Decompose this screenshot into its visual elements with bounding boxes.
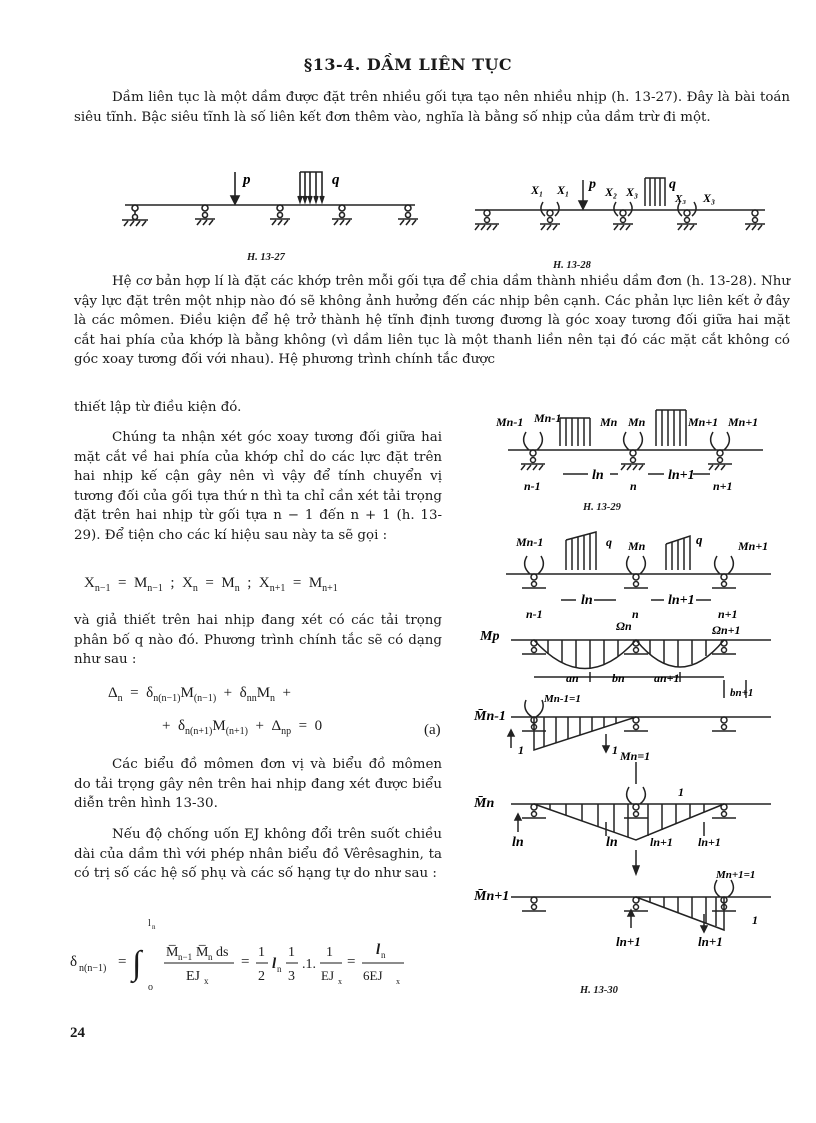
- svg-text:Ωn+1: Ωn+1: [712, 623, 741, 637]
- paragraph-intro: Dầm liên tục là một dầm được đặt trên nhiều gối tựa tạo nên nhiều nhịp (h. 13-27). Đây là bài toán siêu tĩnh. Bậc siêu tĩnh là số liên kết đơn thêm vào, nghĩa là bằng số nhịp của dầm trừ đi một.: [74, 90, 790, 125]
- svg-text:ln: ln: [592, 468, 604, 483]
- svg-text:n+1: n+1: [718, 607, 738, 621]
- svg-text:n−1: n−1: [178, 952, 193, 962]
- svg-text:Mn+1=1: Mn+1=1: [716, 869, 756, 881]
- svg-text:p: p: [589, 177, 596, 192]
- svg-text:q: q: [696, 532, 703, 547]
- svg-text:n: n: [152, 923, 156, 931]
- svg-text:Mn+1: Mn+1: [738, 539, 769, 553]
- svg-text:X₃: X₃: [675, 193, 687, 205]
- svg-text:Mn: Mn: [628, 415, 646, 429]
- svg-text:6EJ: 6EJ: [363, 968, 383, 983]
- svg-text:Mn=1: Mn=1: [620, 749, 651, 763]
- svg-text:Mn-1: Mn-1: [516, 535, 544, 549]
- svg-text:M̄n+1: M̄n+1: [474, 889, 510, 904]
- svg-text:Mn: Mn: [600, 415, 618, 429]
- svg-text:∫: ∫: [132, 945, 142, 982]
- figure-13-28: [465, 172, 775, 247]
- svg-text:Mp: Mp: [480, 629, 500, 644]
- caption-13-28: H. 13-28: [553, 260, 591, 271]
- svg-text:l: l: [272, 956, 277, 972]
- svg-text:2: 2: [258, 969, 265, 984]
- svg-text:x: x: [204, 976, 209, 986]
- svg-text:=: =: [347, 954, 356, 970]
- svg-text:l: l: [376, 942, 381, 958]
- paragraph-basic-system-end: thiết lập từ điều kiện đó.: [74, 400, 242, 415]
- svg-text:ln+1: ln+1: [616, 934, 641, 949]
- svg-text:x: x: [338, 977, 342, 986]
- pin-support: [122, 205, 148, 220]
- svg-text:ln+1: ln+1: [698, 934, 723, 949]
- caption-13-27: H. 13-27: [247, 252, 285, 263]
- svg-text:ln+1: ln+1: [698, 835, 721, 849]
- svg-text:=: =: [241, 954, 250, 970]
- svg-text:=: =: [118, 954, 127, 970]
- svg-text:ln+1: ln+1: [668, 593, 695, 608]
- paragraph-load-assumption: và giả thiết trên hai nhịp đang xét có các tải trọng phân bố q nào đó. Phương trình chính tắc sẽ có dạng như sau :: [74, 613, 442, 668]
- svg-text:n(n−1): n(n−1): [79, 963, 107, 974]
- svg-text:n: n: [208, 952, 213, 962]
- svg-text:n: n: [381, 950, 386, 960]
- svg-text:M̅: M̅: [196, 945, 209, 960]
- svg-text:an+1: an+1: [654, 671, 680, 685]
- svg-text:ln+1: ln+1: [650, 835, 673, 849]
- svg-text:x: x: [396, 977, 400, 986]
- svg-text:M̄n: M̄n: [474, 796, 495, 811]
- svg-text:Mn+1: Mn+1: [728, 415, 759, 429]
- figure-13-30: [466, 522, 786, 962]
- svg-text:Mn-1=1: Mn-1=1: [544, 693, 581, 705]
- svg-text:1: 1: [518, 743, 524, 757]
- svg-text:1: 1: [326, 945, 333, 960]
- svg-text:ds: ds: [216, 945, 229, 960]
- svg-text:EJ: EJ: [321, 968, 334, 983]
- svg-text:Mn+1: Mn+1: [688, 415, 719, 429]
- svg-text:n-1: n-1: [524, 479, 541, 493]
- svg-text:X₂: X₂: [605, 185, 618, 199]
- figure-13-27: [110, 160, 430, 235]
- svg-text:bn: bn: [612, 671, 625, 685]
- svg-text:n+1: n+1: [713, 479, 733, 493]
- svg-text:q: q: [669, 177, 676, 192]
- svg-text:ln+1: ln+1: [668, 468, 695, 483]
- svg-text:X₃: X₃: [703, 191, 716, 205]
- svg-text:ln: ln: [512, 835, 524, 850]
- svg-text:Mn-1: Mn-1: [496, 415, 524, 429]
- page-number: 24: [70, 1025, 85, 1041]
- svg-text:o: o: [148, 982, 153, 993]
- svg-text:Ωn: Ωn: [616, 619, 632, 633]
- equation-canonical-line2: + $\delta_{n(n+1)}M_{(n+1)} + \Delta_{np} = 0$: [162, 718, 323, 737]
- svg-text:ln: ln: [581, 593, 593, 608]
- svg-text:ln: ln: [606, 835, 618, 850]
- svg-text:Mn-1: Mn-1: [534, 411, 562, 425]
- svg-text:an: an: [566, 671, 579, 685]
- paragraph-relative-rotation: Chúng ta nhận xét góc xoay tương đối giữa hai mặt cắt về hai phía của khớp chỉ do các lực đặt trên hai nhịp kế cận gây nên vì vậy để tính chuyển vị tương đối của gối tựa thứ n thì ta chỉ cần xét tải trọng đặt trên hai nhịp từ gối tựa n − 1 đến n + 1 (h. 13-29). Để tiện cho các kí hiệu sau này ta sẽ gọi :: [74, 430, 442, 543]
- equation-label: (a): [424, 722, 441, 738]
- svg-text:X₁: X₁: [557, 183, 570, 197]
- equation-notation: $X_{n-1} = M_{n-1}$ ; $X_n = M_n$ ; $X_{n+1} = M_{n+1}$: [84, 575, 338, 594]
- svg-text:bn+1: bn+1: [730, 687, 754, 699]
- svg-text:1: 1: [288, 945, 295, 960]
- svg-text:X₃: X₃: [626, 185, 639, 199]
- svg-text:EJ: EJ: [186, 969, 200, 984]
- svg-text:1: 1: [678, 785, 684, 799]
- svg-text:δ: δ: [70, 954, 78, 970]
- svg-text:3: 3: [288, 969, 295, 984]
- section-title: §13-4. DẦM LIÊN TỤC: [303, 55, 513, 74]
- equation-canonical-line1: $\Delta_n = \delta_{n(n-1)}M_{(n-1)} + \delta_{nn}M_n$ +: [108, 685, 291, 704]
- svg-text:.1.: .1.: [302, 957, 316, 972]
- svg-text:n: n: [277, 964, 282, 974]
- paragraph-unit-diagrams: Các biểu đồ mômen đơn vị và biểu đồ mômen do tải trọng gây nên trên hai nhịp đang xét được biểu diễn trên hình 13-30.: [74, 757, 442, 812]
- svg-text:1: 1: [752, 913, 758, 927]
- svg-text:X₁: X₁: [531, 183, 544, 197]
- caption-13-30: H. 13-30: [580, 985, 618, 996]
- svg-text:n-1: n-1: [526, 607, 543, 621]
- svg-text:q: q: [606, 535, 612, 549]
- equation-delta-integral: [66, 918, 446, 996]
- svg-text:p: p: [243, 172, 251, 188]
- paragraph-vereshchagin: Nếu độ chống uốn EJ không đổi trên suốt chiều dài của dầm thì với phép nhân biểu đồ Vêrêsaghin, ta có trị số các hệ số phụ và các số hạng tự do như sau :: [74, 827, 442, 882]
- svg-text:l: l: [148, 918, 151, 929]
- svg-text:n: n: [630, 479, 637, 493]
- svg-text:1: 1: [258, 945, 265, 960]
- caption-13-29: H. 13-29: [583, 502, 621, 513]
- svg-text:Mn: Mn: [628, 539, 646, 553]
- svg-text:M̅: M̅: [166, 945, 179, 960]
- svg-text:M̄n-1: M̄n-1: [474, 709, 506, 724]
- paragraph-basic-system: Hệ cơ bản hợp lí là đặt các khớp trên mỗi gối tựa để chia dầm thành nhiều dầm đơn (h. 13-28). Như vậy lực đặt trên một nhịp nào đó sẽ không ảnh hưởng đến các nhịp bên cạnh. Các phản lực liên kết ở đây là các mômen. Điều kiện để hệ trở thành hệ tĩnh định tương đương là góc xoay tương đối giữa hai mặt cắt hai phía của khớp là bằng không (vì dầm liên tục là một thanh liền nên tại đó các mặt cắt không có góc xoay tương đối với nhau). Hệ phương trình chính tắc được: [74, 274, 790, 368]
- svg-text:q: q: [332, 172, 340, 188]
- svg-text:1: 1: [612, 743, 618, 757]
- figure-13-29: [488, 402, 778, 497]
- svg-text:n: n: [632, 607, 639, 621]
